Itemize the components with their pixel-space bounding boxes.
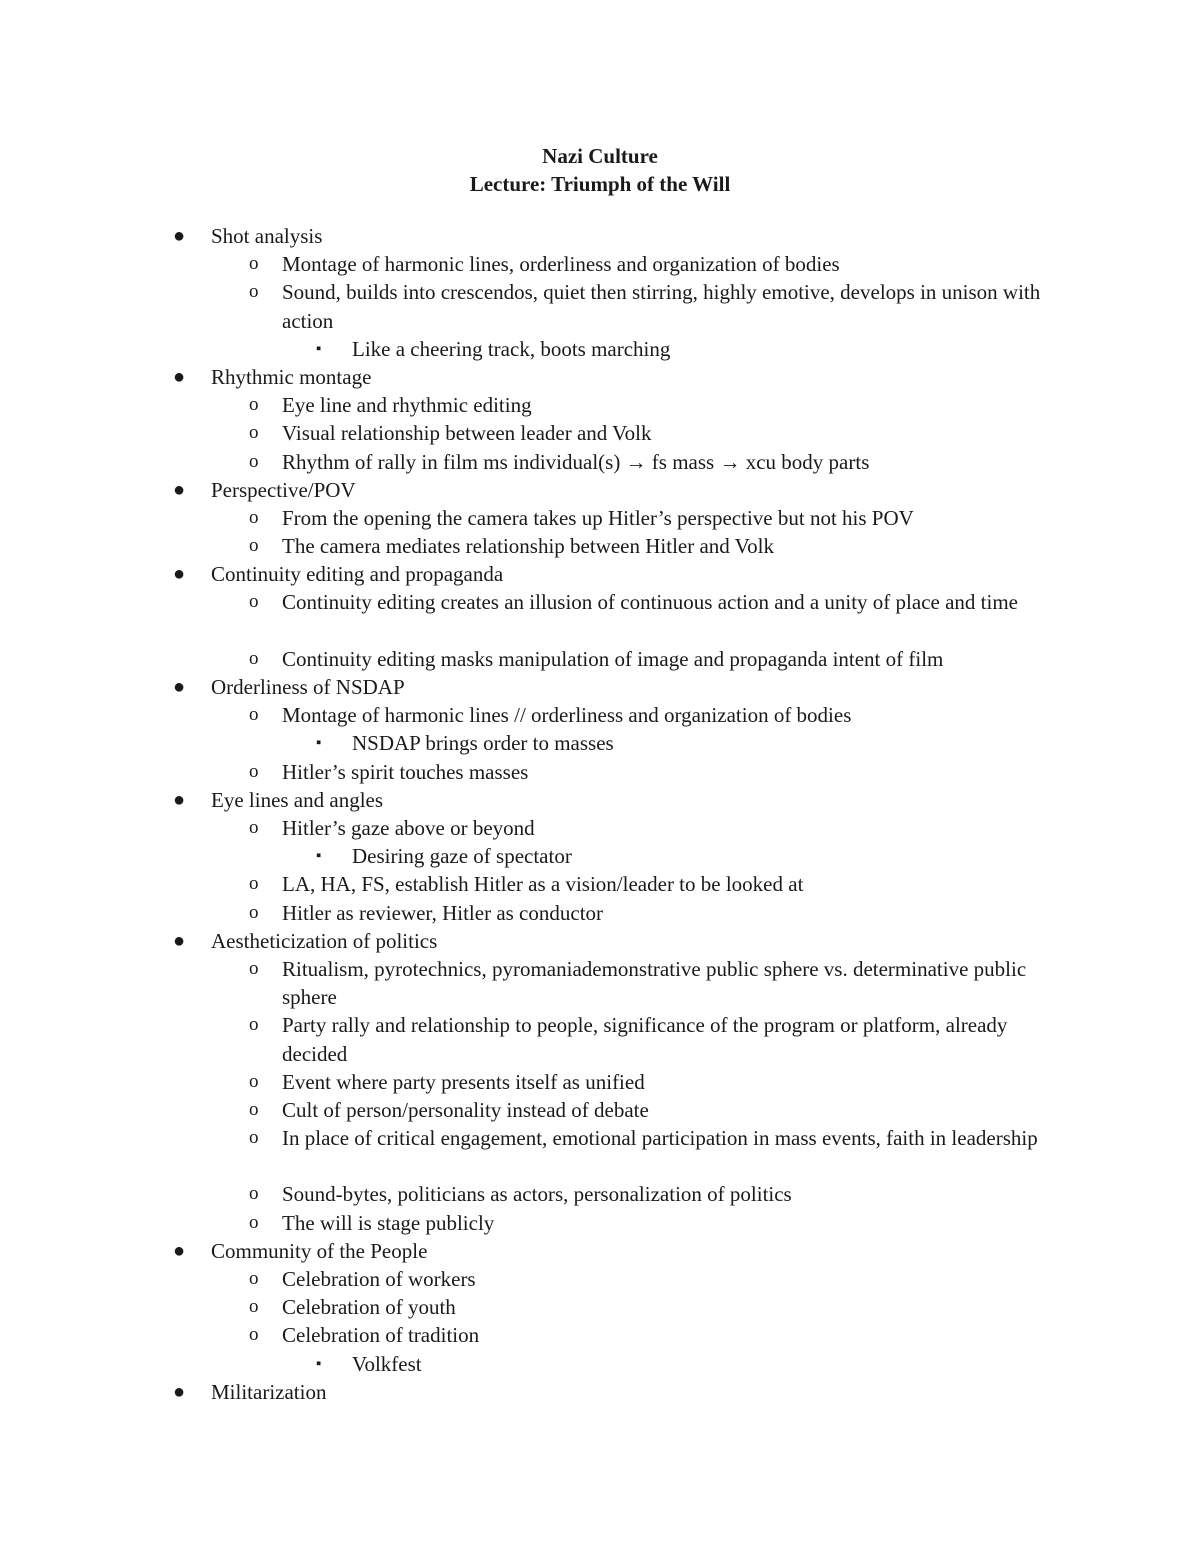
circle-bullet-icon: o xyxy=(249,1014,259,1036)
outline-item-text: Celebration of tradition xyxy=(282,1323,480,1348)
bullet-icon: ● xyxy=(173,225,186,247)
bullet-icon: ● xyxy=(173,676,186,699)
outline-item-level-1 xyxy=(0,786,1200,814)
square-bullet-icon: ▪ xyxy=(316,848,322,865)
outline-item-level-2 xyxy=(0,1011,1200,1067)
outline-item-level-2 xyxy=(0,448,1200,476)
outline-item-level-1 xyxy=(0,222,1200,250)
circle-bullet-icon: o xyxy=(249,760,259,782)
outline-item-text: Visual relationship between leader and Volk xyxy=(282,421,652,446)
outline-item-level-2 xyxy=(0,814,1200,842)
circle-bullet-icon: o xyxy=(249,704,259,726)
circle-bullet-icon: o xyxy=(249,591,259,613)
bullet-icon: ● xyxy=(173,365,186,388)
outline-item-level-2 xyxy=(0,758,1200,786)
outline-item-text: Sound, builds into crescendos, quiet then stirring, highly emotive, develops in unison with action xyxy=(282,280,1041,333)
outline-item-text: The will is stage publicly xyxy=(282,1210,495,1235)
outline-item-text: Continuity editing masks manipulation of image and propaganda intent of film xyxy=(282,646,944,671)
outline-item-level-1 xyxy=(0,1378,1200,1406)
outline-item-level-1 xyxy=(0,560,1200,588)
outline-item-level-2 xyxy=(0,1096,1200,1124)
outline-item-level-1 xyxy=(0,927,1200,955)
outline-item-level-1 xyxy=(0,476,1200,504)
outline-item-level-2 xyxy=(0,701,1200,729)
outline-item-text: Aestheticization of politics xyxy=(211,928,438,953)
circle-bullet-icon: o xyxy=(249,1183,259,1205)
outline-item-level-2 xyxy=(0,504,1200,532)
circle-bullet-icon: o xyxy=(249,1127,259,1149)
circle-bullet-icon: o xyxy=(249,1211,259,1233)
outline-item-text: Rhythm of rally in film ms individual(s) → fs mass → xcu body parts xyxy=(282,449,870,474)
outline-item-level-3 xyxy=(0,729,1200,757)
circle-bullet-icon: o xyxy=(249,901,259,923)
bullet-icon: ● xyxy=(173,1380,186,1403)
outline-item-level-1 xyxy=(0,1237,1200,1265)
outline-item-text: Montage of harmonic lines, orderliness and organization of bodies xyxy=(282,252,840,277)
square-bullet-icon: ▪ xyxy=(316,735,322,752)
outline-item-level-2 xyxy=(0,278,1200,334)
circle-bullet-icon: o xyxy=(249,281,259,303)
outline-item-text: Party rally and relationship to people, significance of the program or platform, already decided xyxy=(282,1013,1008,1066)
outline-item-level-2 xyxy=(0,899,1200,927)
outline-item-text: Shot analysis xyxy=(211,224,323,248)
outline-item-text: Hitler’s spirit touches masses xyxy=(282,759,529,784)
outline-item-text: Orderliness of NSDAP xyxy=(211,675,405,700)
outline-item-level-2 xyxy=(0,391,1200,419)
outline-item-level-2 xyxy=(0,1124,1200,1180)
circle-bullet-icon: o xyxy=(249,253,259,275)
document-subtitle: Lecture: Triumph of the Will xyxy=(469,172,731,196)
bullet-icon: ● xyxy=(173,788,186,811)
outline-item-text: Perspective/POV xyxy=(211,477,356,502)
outline-item-level-3 xyxy=(0,1350,1200,1378)
square-bullet-icon: ▪ xyxy=(316,340,322,357)
outline-item-level-2 xyxy=(0,1209,1200,1237)
outline-item-text: Hitler’s gaze above or beyond xyxy=(282,815,535,840)
outline-item-level-2 xyxy=(0,955,1200,1011)
outline-item-text: Hitler as reviewer, Hitler as conductor xyxy=(282,900,604,925)
document-title: Nazi Culture xyxy=(542,144,658,168)
bullet-icon: ● xyxy=(173,563,186,586)
outline-item-level-2 xyxy=(0,1068,1200,1096)
outline-item-text: The camera mediates relationship between Hitler and Volk xyxy=(282,534,774,559)
circle-bullet-icon: o xyxy=(249,1296,259,1318)
outline-item-level-3 xyxy=(0,335,1200,363)
circle-bullet-icon: o xyxy=(249,873,259,895)
circle-bullet-icon: o xyxy=(249,535,259,557)
outline-item-text: Desiring gaze of spectator xyxy=(352,844,572,869)
outline-item-level-1 xyxy=(0,673,1200,701)
outline-item-text: Montage of harmonic lines // orderliness and organization of bodies xyxy=(282,703,852,728)
outline-item-text: Like a cheering track, boots marching xyxy=(352,336,671,361)
outline-item-text: NSDAP brings order to masses xyxy=(352,731,614,756)
outline-item-text: In place of critical engagement, emotional participation in mass events, faith in leadership xyxy=(282,1126,1038,1151)
outline-item-level-2 xyxy=(0,645,1200,673)
outline-item-text: From the opening the camera takes up Hitler’s perspective but not his POV xyxy=(282,505,914,530)
outline-item-text: Eye lines and angles xyxy=(211,787,384,812)
outline-list xyxy=(0,222,1200,1406)
outline-item-text: LA, HA, FS, establish Hitler as a vision/leader to be looked at xyxy=(282,872,804,897)
circle-bullet-icon: o xyxy=(249,816,259,838)
circle-bullet-icon: o xyxy=(249,647,259,669)
circle-bullet-icon: o xyxy=(249,422,259,444)
outline-item-text: Eye line and rhythmic editing xyxy=(282,393,532,418)
outline-item-level-2 xyxy=(0,870,1200,898)
outline-item-text: Continuity editing creates an illusion of continuous action and a unity of place and time xyxy=(282,590,1018,615)
outline-item-level-2 xyxy=(0,1265,1200,1293)
circle-bullet-icon: o xyxy=(249,957,259,979)
circle-bullet-icon: o xyxy=(249,506,259,528)
circle-bullet-icon: o xyxy=(249,450,259,472)
outline-item-level-2 xyxy=(0,1321,1200,1349)
bullet-icon: ● xyxy=(173,929,186,952)
outline-item-text: Continuity editing and propaganda xyxy=(211,562,504,587)
bullet-icon: ● xyxy=(173,478,186,501)
outline-item-text: Rhythmic montage xyxy=(211,364,372,389)
outline-item-text: Cult of person/personality instead of debate xyxy=(282,1097,649,1122)
outline-item-level-2 xyxy=(0,1293,1200,1321)
outline-item-level-2 xyxy=(0,588,1200,644)
circle-bullet-icon: o xyxy=(249,1268,259,1290)
outline-item-level-3 xyxy=(0,842,1200,870)
bullet-icon: ● xyxy=(173,1239,186,1262)
outline-item-text: Celebration of youth xyxy=(282,1295,456,1320)
outline-item-text: Sound-bytes, politicians as actors, personalization of politics xyxy=(282,1182,792,1207)
outline-item-level-2 xyxy=(0,532,1200,560)
outline-item-level-2 xyxy=(0,1180,1200,1208)
outline-item-text: Celebration of workers xyxy=(282,1267,476,1292)
outline-item-level-2 xyxy=(0,419,1200,447)
outline-item-text: Event where party presents itself as unified xyxy=(282,1069,645,1094)
circle-bullet-icon: o xyxy=(249,394,259,416)
outline-item-level-2 xyxy=(0,250,1200,278)
circle-bullet-icon: o xyxy=(249,1098,259,1120)
outline-item-text: Ritualism, pyrotechnics, pyromaniademonstrative public sphere vs. determinative public sphere xyxy=(282,956,1027,1010)
outline-item-text: Community of the People xyxy=(211,1238,428,1263)
circle-bullet-icon: o xyxy=(249,1324,259,1346)
outline-item-level-1 xyxy=(0,363,1200,391)
circle-bullet-icon: o xyxy=(249,1070,259,1092)
outline-item-text: Volkfest xyxy=(352,1351,422,1376)
outline-item-text: Militarization xyxy=(211,1379,327,1404)
square-bullet-icon: ▪ xyxy=(316,1355,322,1372)
